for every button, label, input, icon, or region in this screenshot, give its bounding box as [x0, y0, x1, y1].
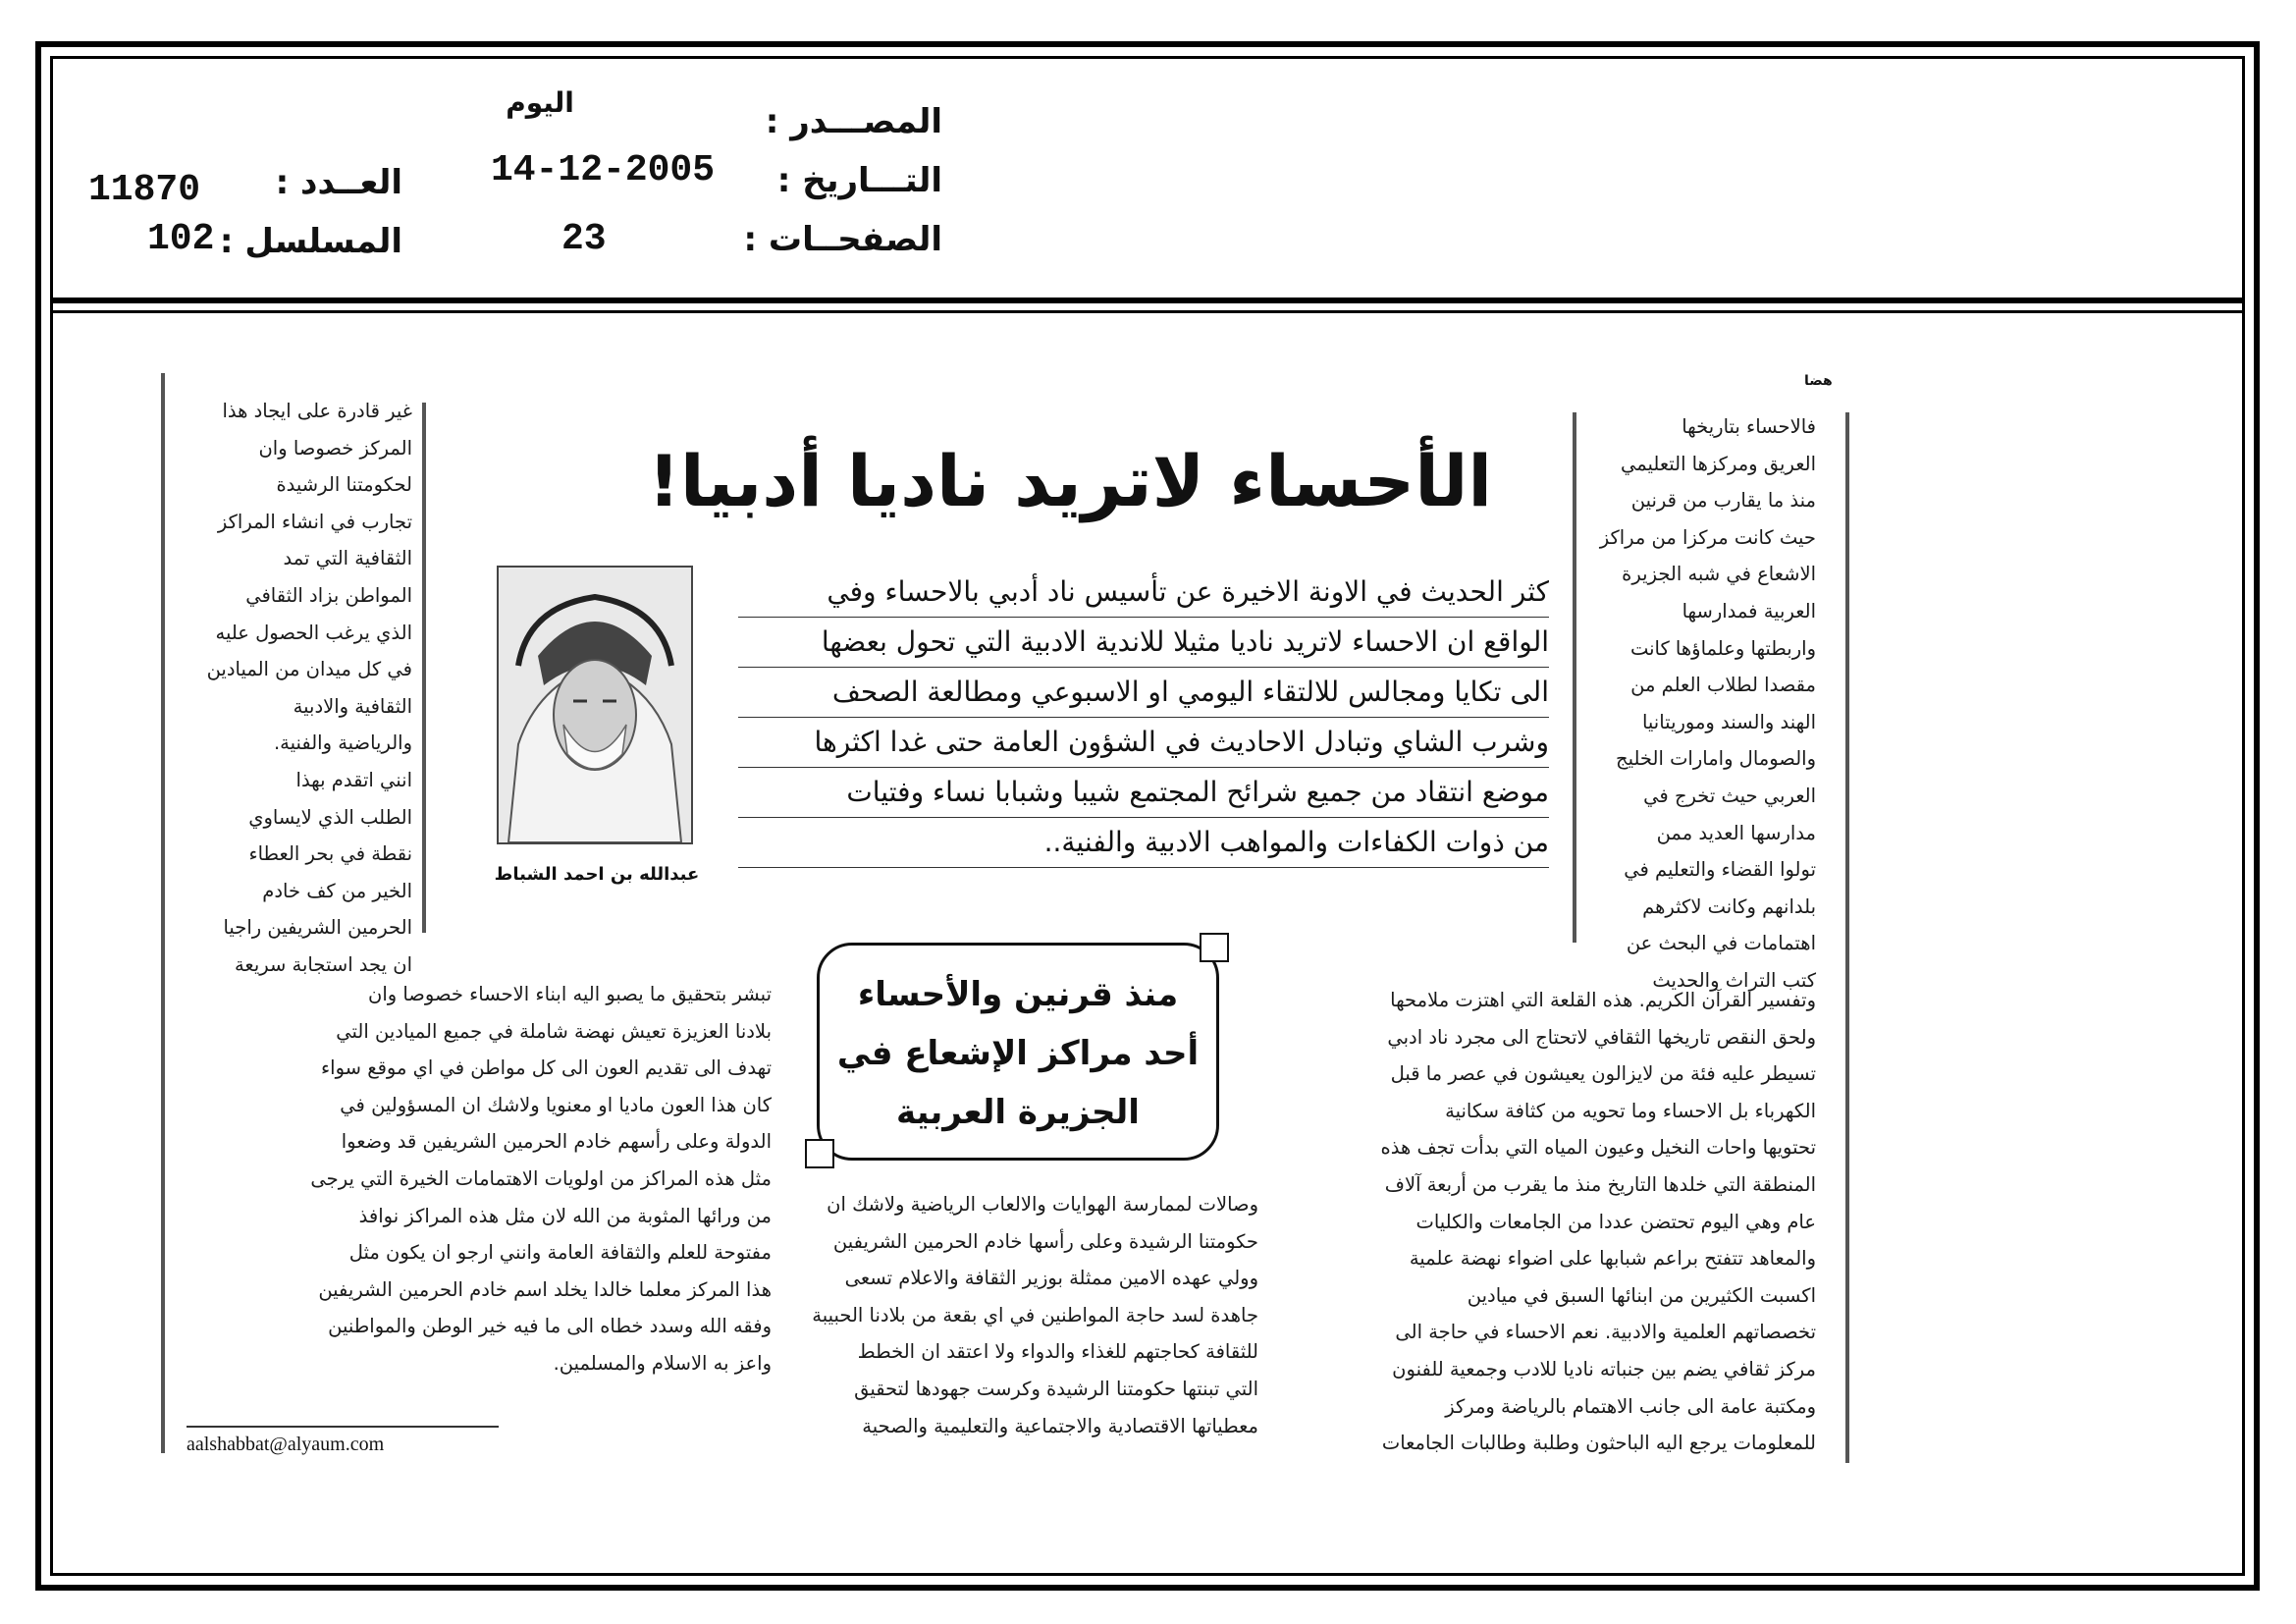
text-line: نقطة في بحر العطاء	[248, 842, 412, 866]
article-lede	[738, 568, 1549, 868]
lede-line: كثر الحديث في الاونة الاخيرة عن تأسيس ناد أدبي بالاحساء وفي	[738, 568, 1549, 618]
text-line: مثل هذه المراكز من اولويات الاهتمامات الخيرة التي يرجى	[310, 1166, 772, 1190]
text-line: التي تبنتها حكومتنا الرشيدة وكرست جهودها لتحقيق	[854, 1377, 1258, 1400]
column-left-bottom	[177, 976, 772, 1382]
text-line: الثقافية والادبية	[293, 694, 412, 718]
text-line: ولحق النقص تاريخها الثقافي لاتحتاج الى مجرد ناد ادبي	[1387, 1025, 1816, 1049]
author-portrait-icon	[499, 568, 691, 842]
header-divider	[50, 298, 2245, 303]
text-line: فالاحساء بتاريخها	[1682, 415, 1816, 438]
text-line: اهتمامات في البحث عن	[1626, 932, 1816, 955]
pages-value: 23	[561, 218, 607, 260]
text-line: بلادنا العزيزة تعيش نهضة شاملة في جميع الميادين التي	[336, 1019, 772, 1043]
text-line: الدولة وعلى رأسهم خادم الحرمين الشريفين قد وضعوا	[341, 1130, 772, 1154]
text-line: للمعلومات يرجع اليه الباحثون وطلبة وطالبات الجامعات	[1381, 1432, 1816, 1455]
text-line: المواطن بزاد الثقافي	[245, 583, 412, 607]
lede-line: موضع انتقاد من جميع شرائح المجتمع شيبا وشبابا نساء وفتيات	[738, 768, 1549, 818]
text-line: الكهرباء بل الاحساء وما تحويه من كثافة سكانية	[1445, 1099, 1816, 1122]
column-rule-left-inner	[422, 403, 426, 933]
author-byline: عبدالله بن احمد الشباط	[494, 864, 700, 885]
article-headline: الأحساء لاتريد ناديا أدبيا!	[648, 440, 1493, 522]
text-line: المنطقة التي خلدها التاريخ منذ ما يقرب من أربعة آلاف	[1384, 1172, 1816, 1196]
text-line: الهند والسند وموريتانيا	[1641, 710, 1816, 733]
text-line: معطياتها الاقتصادية والاجتماعية والتعليمية والصحية	[862, 1414, 1258, 1437]
text-line: تجارب في انشاء المراكز	[217, 510, 412, 533]
text-line: عام وهي اليوم تحتضن عددا من الجامعات والكليات	[1415, 1210, 1816, 1233]
archive-stamp: ﮬﻀﺎ	[1804, 373, 1833, 389]
serial-label: المسلسل :	[219, 222, 402, 261]
text-line: الخير من كف خادم	[262, 879, 412, 902]
text-line: مقصدا لطلاب العلم من	[1630, 674, 1816, 697]
text-line: وتفسير القرآن الكريم. هذه القلعة التي اهتزت ملامحها	[1390, 989, 1816, 1011]
pull-quote	[817, 943, 1219, 1161]
text-line: وفقه الله وسدد خطاه الى ما فيه خير الوطن والمواطنين	[328, 1315, 772, 1338]
issue-value: 11870	[88, 169, 201, 211]
text-line: حكومتنا الرشيدة وعلى رأسها خادم الحرمين الشريفين	[832, 1229, 1258, 1253]
text-line: غير قادرة على ايجاد هذا	[222, 400, 412, 422]
source-label: المصـــدر :	[765, 102, 942, 141]
text-line: ومكتبة عامة الى جانب الاهتمام بالرياضة ومركز	[1445, 1394, 1816, 1418]
text-line: مركز ثقافي يضم بين جنباته ناديا للادب وجمعية للفنون	[1392, 1357, 1816, 1380]
lede-line: الى تكايا ومجالس للالتقاء اليومي او الاسبوعي ومطالعة الصحف	[738, 668, 1549, 718]
text-line: وصالات لممارسة الهوايات والالعاب الرياضية ولاشك ان	[827, 1193, 1258, 1216]
pull-quote-line: منذ قرنين والأحساء	[857, 975, 1179, 1014]
text-line: تهدف الى تقديم العون الى كل مواطن في اي موقع سواء	[321, 1056, 772, 1080]
text-line: العربي حيث تخرج في	[1643, 784, 1816, 807]
text-line: المركز خصوصا وان	[258, 436, 412, 460]
pull-quote-corner-icon	[1200, 933, 1229, 962]
column-rule-left	[161, 373, 165, 1453]
text-line: الثقافية التي تمد	[283, 547, 412, 570]
text-line: كتب التراث والحديث	[1652, 968, 1816, 992]
serial-value: 102	[147, 218, 215, 260]
text-line: الحرمين الشريفين راجيا	[223, 916, 412, 940]
issue-label: العــدد :	[275, 163, 402, 202]
lede-line: الواقع ان الاحساء لاتريد ناديا مثيلا للاندية الادبية التي تحول بعضها	[738, 618, 1549, 668]
text-line: لحكومتنا الرشيدة	[276, 473, 412, 497]
text-line: للثقافة كحاجتهم للغذاء والدواء ولا اعتقد ان الخطط	[857, 1340, 1258, 1364]
text-line: مفتوحة للعلم والثقافة العامة وانني ارجو ان يكون مثل	[348, 1241, 772, 1265]
text-line: وولي عهده الامين ممثلة بوزير الثقافة والاعلام تسعى	[844, 1267, 1258, 1290]
pull-quote-corner-icon	[805, 1139, 834, 1168]
text-line: اكسبت الكثيرين من ابنائها السبق في ميادين	[1467, 1283, 1816, 1307]
text-line: الذي يرغب الحصول عليه	[215, 621, 412, 644]
text-line: والصومال وامارات الخليج	[1616, 747, 1816, 771]
text-line: تسيطر عليه فئة من لايزالون يعيشون في عصر ما قبل	[1390, 1062, 1816, 1086]
email-rule	[187, 1426, 499, 1428]
text-line: كان هذا العون ماديا او معنويا ولاشك ان المسؤولين في	[340, 1093, 772, 1116]
column-left	[177, 393, 412, 984]
text-line: واعز به الاسلام والمسلمين.	[553, 1351, 772, 1375]
text-line: الطلب الذي لايساوي	[248, 805, 412, 829]
author-email: aalshabbat@alyaum.com	[187, 1434, 385, 1455]
text-line: العربية فمدارسها	[1682, 599, 1816, 623]
text-line: جاهدة لسد حاجة المواطنين في اي بقعة من بلادنا الحبيبة	[812, 1303, 1258, 1326]
text-line: العريق ومركزها التعليمي	[1620, 452, 1816, 475]
column-rule-far-right	[1845, 412, 1849, 1463]
text-line: تولوا القضاء والتعليم في	[1624, 858, 1816, 882]
date-label: التـــاريخ :	[776, 161, 942, 200]
text-line: تبشر بتحقيق ما يصبو اليه ابناء الاحساء خصوصا وان	[368, 983, 772, 1005]
text-line: منذ ما يقارب من قرنين	[1630, 489, 1816, 513]
text-line: حيث كانت مركزا من مراكز	[1599, 525, 1816, 549]
text-line: تخصصاتهم العلمية والادبية. نعم الاحساء في حاجة الى	[1395, 1321, 1816, 1344]
text-line: بلدانهم وكانت لاكثرهم	[1642, 894, 1816, 918]
lede-line: وشرب الشاي وتبادل الاحاديث في الشؤون العامة حتى غدا اكثرها	[738, 718, 1549, 768]
text-line: واربطتها وعلماؤها كانت	[1629, 636, 1816, 660]
author-photo	[497, 566, 693, 844]
column-right	[1576, 408, 1816, 1000]
text-line: والرياضية والفنية.	[273, 731, 412, 755]
pull-quote-line: الجزيرة العربية	[896, 1093, 1140, 1132]
source-value: اليوم	[506, 86, 574, 119]
column-middle-bottom	[738, 1186, 1258, 1444]
text-line: الاشعاع في شبه الجزيرة	[1622, 563, 1816, 586]
text-line: تحتويها واحات النخيل وعيون المياه التي بدأت تجف هذه	[1380, 1136, 1816, 1160]
header-divider-thin	[50, 310, 2245, 313]
text-line: والمعاهد تتفتح براعم شبابها على اضواء نهضة علمية	[1409, 1247, 1816, 1271]
pull-quote-line: أحد مراكز الإشعاع في	[836, 1034, 1200, 1073]
text-line: من ورائها المثوبة من الله لان مثل هذه المراكز نوافذ	[358, 1204, 772, 1227]
text-line: مدارسها العديد ممن	[1656, 821, 1816, 844]
text-line: ان يجد استجابة سريعة	[234, 952, 412, 976]
text-line: انني اتقدم بهذا	[295, 768, 412, 791]
text-line: هذا المركز معلما خالدا يخلد اسم خادم الحرمين الشريفين	[318, 1277, 772, 1301]
lede-line: من ذوات الكفاءات والمواهب الادبية والفنية..	[738, 818, 1549, 868]
column-right-bottom	[1292, 982, 1816, 1462]
pages-label: الصفحــات :	[743, 220, 942, 259]
text-line: في كل ميدان من الميادين	[206, 658, 412, 681]
date-value: 14-12-2005	[491, 149, 716, 191]
